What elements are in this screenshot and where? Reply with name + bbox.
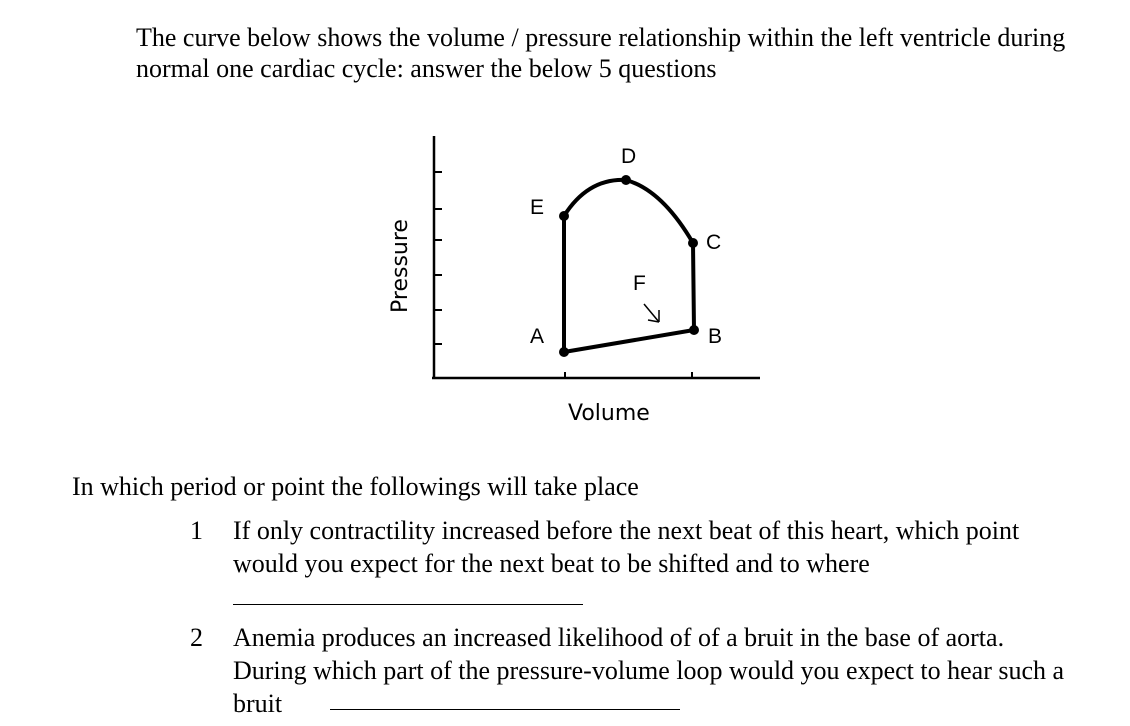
answer-1-blank[interactable]	[233, 604, 583, 605]
question-text: Anemia produces an increased likelihood of of a bruit in the base of aorta. During which part of the pressure-volume loop would you expect to hear such a bruit	[233, 623, 1065, 718]
point-e-label: E	[530, 196, 545, 219]
point-e-marker	[559, 211, 569, 221]
y-axis-label: Pressure	[388, 219, 413, 313]
f-arrow-icon	[644, 304, 659, 322]
point-b-label: B	[708, 325, 723, 348]
point-f-label: F	[633, 272, 646, 295]
question-text: If only contractility increased before the next beat of this heart, which point would you expect for the next beat to be shifted and to where	[233, 516, 1020, 578]
question-number: 2	[190, 623, 203, 652]
question-prompt: In which period or point the followings will take place	[72, 472, 639, 501]
point-d-marker	[621, 175, 631, 185]
question-1	[190, 514, 1090, 584]
point-a-marker	[559, 347, 569, 357]
pv-loop-svg	[380, 130, 780, 430]
point-d-label: D	[621, 145, 637, 168]
point-c-marker	[688, 238, 698, 248]
point-b-marker	[689, 325, 699, 335]
question-number: 1	[190, 516, 203, 545]
pv-loop-curve	[564, 180, 694, 352]
point-a-label: A	[530, 325, 545, 348]
question-2	[190, 621, 1090, 721]
point-c-label: C	[706, 231, 722, 254]
pressure-volume-loop-diagram	[380, 130, 780, 430]
answer-2-blank[interactable]	[330, 709, 680, 710]
x-axis-label: Volume	[568, 401, 650, 426]
intro-text: The curve below shows the volume / pressure relationship within the left ventricle during normal one cardiac cycle: answer the below 5 questions	[136, 23, 1066, 83]
